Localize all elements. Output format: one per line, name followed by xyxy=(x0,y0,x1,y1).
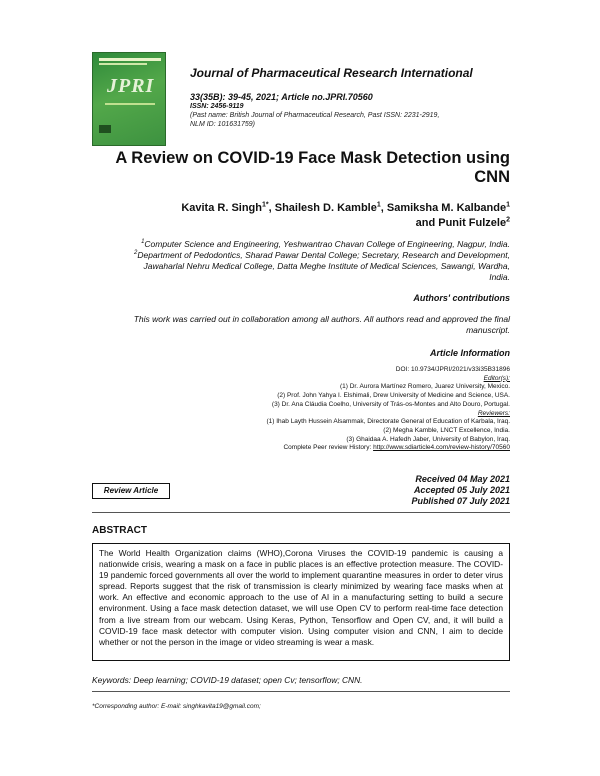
authors-contributions-heading: Authors' contributions xyxy=(413,293,510,303)
author-sup: 1* xyxy=(262,201,269,209)
journal-cover-image xyxy=(92,52,166,146)
title-line-2: CNN xyxy=(474,168,510,186)
article-information xyxy=(70,366,510,453)
abstract-heading: ABSTRACT xyxy=(92,525,147,536)
author-sup: 2 xyxy=(506,216,510,224)
corresponding-author: *Corresponding author: E-mail: singhkavita19@gmail.com; xyxy=(92,703,261,710)
reviewers-label: Reviewers: xyxy=(477,409,510,417)
reviewer-entry: (2) Megha Kamble, LNCT Excellence, India. xyxy=(383,426,510,434)
affiliation-sup: 2 xyxy=(134,250,138,257)
affiliation-line: Jawaharlal Nehru Medical College, Datta Meghe Institute of Medical Sciences, Sawangi, Wardha, xyxy=(143,261,510,271)
doi: DOI: 10.9734/JPRI/2021/v33i35B31896 xyxy=(395,366,510,373)
journal-logo: JPRI xyxy=(107,75,155,97)
affiliation-sup: 1 xyxy=(141,239,145,246)
abstract-text: The World Health Organization claims (WHO),Corona Viruses the COVID-19 pandemic is causing a nationwide crisis, wearing a mask on a face in public places is an effective protection measure. The COVID-19 pandemic forced governments all over the world to implement quarantine measures in order to deter virus spread. Reports suggest that the risk of transmission is clearly minimized by wearing face masks when at work. An effective and economic approach to the use of AI in a manufacturing setting to build a secure environment. Using a face mask detection dataset, we will use Open CV to perform real-time face detection from a live stream from our webcam. Using Keras, Python, Tensorflow and Open CV, and, it will build a COVID-19 face mask detector with computer vision. Using computer vision and CNN, I aim to decide whether or not the person in the image or video streaming is wear a mask. xyxy=(92,543,510,661)
keywords: Keywords: Deep learning; COVID-19 dataset; open Cv; tensorflow; CNN. xyxy=(92,675,363,685)
author-name: Punit Fulzele xyxy=(438,217,507,229)
author-list: Kavita R. Singh$^{1*}$, Shailesh D. Kamble$^1$, Samiksha M. Kalbande$^1$ and Punit Fulzele$^2$ xyxy=(181,201,510,229)
journal-name: Journal of Pharmaceutical Research International xyxy=(190,66,473,80)
affiliations xyxy=(70,239,510,283)
affiliation-line: Computer Science and Engineering, Yeshwantrao Chavan College of Engineering, Nagpur, India. xyxy=(144,239,510,249)
authors-contributions-text xyxy=(70,314,510,336)
article-type-badge: Review Article xyxy=(92,483,170,499)
editors-label: Editor(s): xyxy=(483,374,510,382)
published-date: Published 07 July 2021 xyxy=(411,496,510,506)
affiliation-line: Department of Pedodontics, Sharad Pawar Dental College; Secretary, Research and Development, xyxy=(137,250,510,260)
nlm-id: NLM ID: 101631759) xyxy=(190,121,255,128)
peer-review-link[interactable]: http://www.sdiarticle4.com/review-history/70560 xyxy=(373,444,510,452)
editor-entry: (2) Prof. John Yahya I. Elshimali, Drew University of Medicine and Science, USA. xyxy=(277,392,510,400)
author-name: Samiksha M. Kalbande xyxy=(386,202,507,214)
affiliation-line: India. xyxy=(489,272,510,282)
paper-title xyxy=(80,149,510,187)
divider xyxy=(92,691,510,692)
reviewer-entry: (3) Ghaidaa A. Hafedh Jaber, University of Babylon, Iraq. xyxy=(346,435,510,443)
author-name: Shailesh D. Kamble xyxy=(274,202,377,214)
issn: ISSN: 2456-9119 xyxy=(190,103,244,110)
editor-entry: (1) Dr. Aurora Martínez Romero, Juarez University, Mexico. xyxy=(339,383,510,391)
author-sup: 1 xyxy=(376,201,381,209)
author-name: Kavita R. Singh xyxy=(181,202,262,214)
author-sup: 1 xyxy=(506,201,510,209)
received-date: Received 04 May 2021 xyxy=(415,474,510,484)
article-information-heading: Article Information xyxy=(429,348,510,358)
editor-entry: (3) Dr. Ana Cláudia Coelho, University of Trás-os-Montes and Alto Douro, Portugal. xyxy=(271,400,510,408)
reviewer-entry: (1) Ihab Layth Hussein Alsammak, Directorate General of Education of Karbala, Iraq. xyxy=(266,418,510,426)
contributions-line: manuscript. xyxy=(466,325,510,335)
title-line-1: A Review on COVID-19 Face Mask Detection using xyxy=(115,149,510,167)
volume-line: 33(35B): 39-45, 2021; Article no.JPRI.70560 xyxy=(190,92,373,102)
peer-review-history xyxy=(70,444,510,453)
publication-dates xyxy=(411,474,510,507)
divider xyxy=(92,512,510,513)
peer-review-prefix: Complete Peer review History: xyxy=(283,444,374,452)
accepted-date: Accepted 05 July 2021 xyxy=(413,485,510,495)
contributions-line: This work was carried out in collaboration among all authors. All authors read and approved the final xyxy=(133,314,510,324)
past-name: (Past name: British Journal of Pharmaceutical Research, Past ISSN: 2231-2919, xyxy=(190,112,440,119)
